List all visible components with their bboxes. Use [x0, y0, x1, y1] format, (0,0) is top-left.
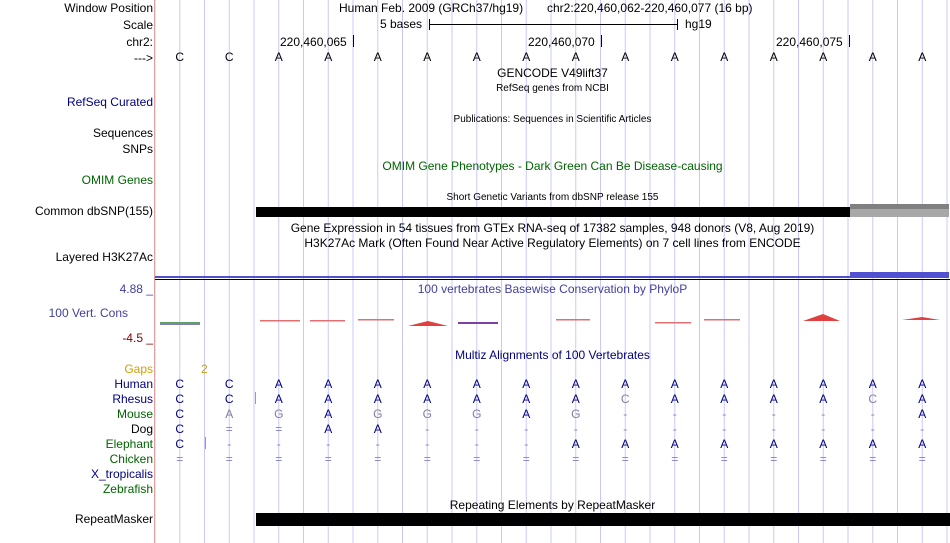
aligned-base: A — [868, 437, 877, 451]
aligned-base: - — [722, 422, 727, 436]
aligned-base: = — [374, 452, 382, 466]
h3k27ac-track-label[interactable]: Layered H3K27Ac — [55, 250, 153, 264]
aligned-base: - — [227, 437, 232, 451]
species-label[interactable]: Dog — [130, 422, 153, 436]
aligned-base: = — [423, 452, 431, 466]
aligned-base: A — [819, 437, 828, 451]
coord-tick-mark — [849, 35, 850, 47]
aligned-base: - — [623, 422, 628, 436]
aligned-base: G — [274, 407, 284, 421]
aligned-base: = — [819, 452, 827, 466]
aligned-base: - — [474, 437, 479, 451]
aligned-base: = — [473, 452, 481, 466]
reference-base: A — [918, 50, 927, 64]
omim-track-title[interactable]: OMIM Gene Phenotypes - Dark Green Can Be Disease-causing — [382, 159, 723, 173]
snps-track-label[interactable]: SNPs — [122, 142, 153, 156]
aligned-base: - — [672, 422, 677, 436]
sequences-track-label[interactable]: Sequences — [92, 126, 153, 140]
aligned-base: A — [522, 392, 531, 406]
reference-base: A — [819, 50, 828, 64]
label-divider — [154, 0, 155, 543]
aligned-base: A — [819, 392, 828, 406]
aligned-base: A — [819, 377, 828, 391]
aligned-base: A — [423, 392, 432, 406]
gaps-value: 2 — [201, 362, 208, 376]
aligned-base: - — [870, 422, 875, 436]
aligned-base: G — [571, 407, 581, 421]
aligned-base: A — [324, 377, 333, 391]
aligned-base: = — [176, 452, 184, 466]
aligned-base: A — [918, 377, 927, 391]
aligned-base: A — [324, 392, 333, 406]
aligned-base: C — [175, 407, 185, 421]
species-label[interactable]: Mouse — [116, 407, 153, 421]
aligned-base: = — [522, 452, 530, 466]
aligned-base: A — [423, 377, 432, 391]
species-label[interactable]: Elephant — [105, 437, 153, 451]
aligned-base: = — [770, 452, 778, 466]
refseq-track-subtitle[interactable]: RefSeq genes from NCBI — [496, 83, 609, 94]
aligned-base: - — [326, 437, 331, 451]
aligned-base: A — [522, 407, 531, 421]
aligned-base: = — [275, 422, 283, 436]
cons-track-label[interactable]: 100 Vert. Cons — [48, 306, 128, 320]
aligned-base: A — [225, 407, 234, 421]
aligned-base: A — [571, 377, 580, 391]
aligned-base: = — [225, 452, 233, 466]
aligned-base: C — [224, 377, 234, 391]
strand-label: ---> — [134, 51, 153, 65]
aligned-base: A — [918, 437, 927, 451]
gtex-track-title[interactable]: Gene Expression in 54 tissues from GTEx RNA-seq of 17382 samples, 948 donors (V8, Aug 2019) — [290, 221, 815, 235]
aligned-base: - — [524, 422, 529, 436]
aligned-base: A — [769, 377, 778, 391]
h3k27ac-signal-peak — [850, 272, 949, 278]
aligned-base: - — [573, 422, 578, 436]
reference-base: A — [769, 50, 778, 64]
aligned-base: A — [720, 437, 729, 451]
aligned-base: A — [274, 377, 283, 391]
reference-base: A — [571, 50, 580, 64]
aligned-base: A — [621, 437, 630, 451]
aligned-base: A — [324, 407, 333, 421]
aligned-base: = — [572, 452, 580, 466]
aligned-base: - — [920, 422, 925, 436]
track-divider — [155, 279, 950, 280]
aligned-base: G — [422, 407, 432, 421]
aligned-base: A — [670, 437, 679, 451]
reference-base: A — [720, 50, 729, 64]
aligned-base: A — [769, 392, 778, 406]
reference-base: C — [224, 50, 234, 64]
aligned-base: - — [524, 437, 529, 451]
species-label[interactable]: Rhesus — [112, 392, 153, 406]
aligned-base: - — [425, 422, 430, 436]
aligned-base: - — [722, 407, 727, 421]
chrom-label: chr2: — [126, 35, 153, 49]
omim-track-label[interactable]: OMIM Genes — [81, 173, 153, 187]
aligned-base: A — [571, 437, 580, 451]
aligned-base: = — [869, 452, 877, 466]
aligned-base: G — [472, 407, 482, 421]
species-label[interactable]: Human — [114, 377, 153, 391]
gaps-label[interactable]: Gaps — [124, 362, 153, 376]
aligned-base: A — [670, 392, 679, 406]
aligned-base: C — [175, 392, 185, 406]
species-label[interactable]: X_tropicalis — [90, 467, 153, 481]
reference-base: A — [274, 50, 283, 64]
aligned-base: A — [571, 392, 580, 406]
cons-min-label: -4.5 _ — [122, 331, 153, 345]
repeat-track-title[interactable]: Repeating Elements by RepeatMasker — [449, 498, 656, 512]
dbsnp-feature-bar-gray-top — [850, 204, 949, 209]
aligned-base: C — [620, 392, 630, 406]
h3k27ac-track-title[interactable]: H3K27Ac Mark (Often Found Near Active Regulatory Elements) on 7 cell lines from ENCODE — [304, 236, 801, 250]
multiz-track-title[interactable]: Multiz Alignments of 100 Vertebrates — [455, 348, 650, 362]
coord-tick-mark — [601, 35, 602, 47]
reference-base: A — [868, 50, 877, 64]
aligned-base: = — [720, 452, 728, 466]
assembly-text: Human Feb. 2009 (GRCh37/hg19) — [339, 1, 524, 15]
aligned-base: - — [771, 407, 776, 421]
aligned-base: C — [175, 422, 185, 436]
aligned-base: C — [175, 437, 185, 451]
aligned-base: - — [821, 422, 826, 436]
phylop-track-title[interactable]: 100 vertebrates Basewise Conservation by PhyloP — [417, 282, 688, 296]
reference-base: A — [621, 50, 630, 64]
reference-base: A — [522, 50, 531, 64]
aligned-base: - — [623, 407, 628, 421]
aligned-base: C — [224, 392, 234, 406]
refseq-track-label[interactable]: RefSeq Curated — [66, 95, 153, 109]
scale-db: hg19 — [685, 17, 712, 31]
species-label[interactable]: Zebrafish — [102, 482, 153, 496]
aligned-base: A — [621, 377, 630, 391]
scale-bar — [429, 17, 678, 32]
phylop-wiggle — [0, 300, 950, 340]
publications-track-title[interactable]: Publications: Sequences in Scientific Articles — [453, 114, 652, 125]
aligned-base: A — [472, 392, 481, 406]
aligned-base: - — [771, 422, 776, 436]
aligned-base: A — [373, 422, 382, 436]
aligned-base: A — [373, 377, 382, 391]
coord-tick-label: 220,460,075 — [776, 35, 843, 49]
h3k27ac-signal — [155, 276, 850, 278]
aligned-base: - — [375, 437, 380, 451]
aligned-base: A — [769, 437, 778, 451]
aligned-base: = — [225, 422, 233, 436]
reference-base: C — [175, 50, 185, 64]
scale-label: Scale — [122, 18, 153, 32]
gencode-track-title[interactable]: GENCODE V49lift37 — [497, 66, 608, 80]
dbsnp-track-title[interactable]: Short Genetic Variants from dbSNP release 155 — [446, 192, 659, 203]
aligned-base: A — [918, 392, 927, 406]
repeat-feature-bar[interactable] — [256, 513, 950, 526]
aligned-base: G — [373, 407, 383, 421]
coord-tick-mark — [353, 35, 354, 47]
aligned-base: A — [918, 407, 927, 421]
aligned-base: A — [274, 392, 283, 406]
aligned-base: A — [373, 392, 382, 406]
dbsnp-feature-bar[interactable] — [256, 207, 850, 217]
species-label[interactable]: Chicken — [109, 452, 153, 466]
reference-base: A — [324, 50, 333, 64]
scale-text: 5 bases — [380, 17, 423, 31]
reference-base: A — [670, 50, 679, 64]
aligned-base: A — [324, 422, 333, 436]
aligned-base: = — [621, 452, 629, 466]
aligned-base: = — [324, 452, 332, 466]
cons-max-label: 4.88 _ — [119, 282, 153, 296]
aligned-base: = — [275, 452, 283, 466]
aligned-base: - — [672, 407, 677, 421]
aligned-base: - — [821, 407, 826, 421]
aligned-base: C — [175, 377, 185, 391]
aligned-base: = — [918, 452, 926, 466]
coord-tick-label: 220,460,065 — [280, 35, 347, 49]
aligned-base: = — [671, 452, 679, 466]
aligned-base: A — [522, 377, 531, 391]
position-text: chr2:220,460,062-220,460,077 (16 bp) — [547, 1, 753, 15]
coord-tick-label: 220,460,070 — [528, 35, 595, 49]
reference-base: A — [423, 50, 432, 64]
aligned-base: A — [868, 377, 877, 391]
aligned-base: - — [425, 437, 430, 451]
reference-base: A — [373, 50, 382, 64]
dbsnp-track-label[interactable]: Common dbSNP(155) — [34, 204, 153, 218]
aligned-base: A — [670, 377, 679, 391]
reference-base: A — [472, 50, 481, 64]
aligned-base: - — [474, 422, 479, 436]
window-position-label: Window Position — [64, 1, 153, 15]
aligned-base: C — [868, 392, 878, 406]
repeat-track-label[interactable]: RepeatMasker — [74, 512, 153, 526]
aligned-base: - — [276, 437, 281, 451]
aligned-base: - — [870, 407, 875, 421]
aligned-base: A — [720, 392, 729, 406]
aligned-base: A — [472, 377, 481, 391]
aligned-base: A — [720, 377, 729, 391]
